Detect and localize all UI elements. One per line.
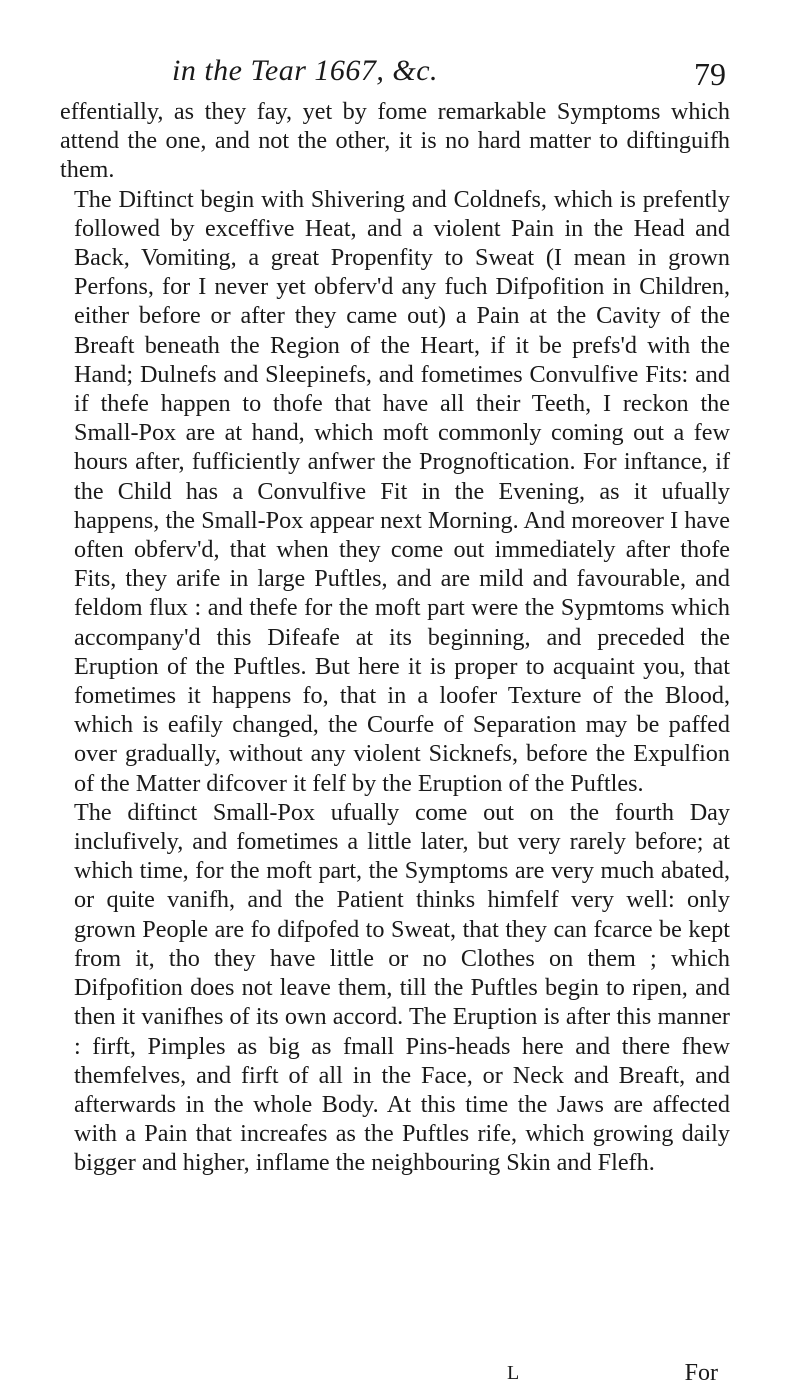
page-footer bbox=[60, 1362, 730, 1392]
body-text bbox=[60, 97, 730, 1178]
paragraph-eruption: The diftinct Small-Pox ufually come out on the fourth Day inclufively, and fometimes a little later, but very rarely before; at which time, for the moft part, the Symptoms are very much abated, or quite vanifh, and the Patient thinks himfelf very well: only grown People are fo difpofed to Sweat, that they can fcarce be kept from it, tho they have little or no Clothes on them ; which Difpofition does not leave them, till the Puftles begin to ripen, and then it vanifhes of its own accord. The Eruption is after this manner : firft, Pimples as big as fmall Pins-heads here and there fhew themfelves, and firft of all in the Face, or Neck and Breaft, and afterwards in the whole Body. At this time the Jaws are affected with a Pain that increafes as the Puftles rife, which growing daily bigger and higher, inflame the neighbouring Skin and Flefh. bbox=[74, 798, 730, 1177]
signature-mark: L bbox=[507, 1362, 520, 1384]
page-header bbox=[150, 54, 730, 94]
paragraph-distinct-symptoms: The Diftinct begin with Shivering and Coldnefs, which is prefently followed by exceffive Heat, and a violent Pain in the Head and Back, Vomiting, a great Propenfity to Sweat (I mean in grown Perfons, for I never yet obferv'd any fuch Difpofition in Children, either before or after they came out) a Pain at the Cavity of the Breaft beneath the Region of the Heart, if it be prefs'd with the Hand; Dulnefs and Sleepinefs, and fometimes Convulfive Fits: and if thefe happen to thofe that have all their Teeth, I reckon the Small-Pox are at hand, which moft commonly coming out a few hours after, fufficiently anfwer the Prognoftication. For inftance, if the Child has a Convulfive Fit in the Evening, as it ufually happens, the Small-Pox appear next Morning. And moreover I have often obferv'd, that when they come out immediately after thofe Fits, they arife in large Puftles, and are mild and favourable, and feldom flux : and thefe for the moft part were the Sypmtoms which accompany'd this Difeafe at its beginning, and preceded the Eruption of the Puftles. But here it is proper to acquaint you, that fometimes it happens fo, that in a loofer Texture of the Blood, which is eafily changed, the Courfe of Separation may be paffed over gradually, without any violent Sicknefs, before the Expulfion of the Matter difcover it felf by the Eruption of the Puftles. bbox=[74, 185, 730, 797]
page-number: 79 bbox=[694, 56, 726, 92]
paragraph-continuation: effentially, as they fay, yet by fome remarkable Symptoms which attend the one, and not the other, it is no hard matter to diftinguifh them. bbox=[60, 98, 730, 184]
running-head: in the Tear 1667, &c. bbox=[172, 54, 439, 87]
catchword: For bbox=[684, 1360, 718, 1386]
